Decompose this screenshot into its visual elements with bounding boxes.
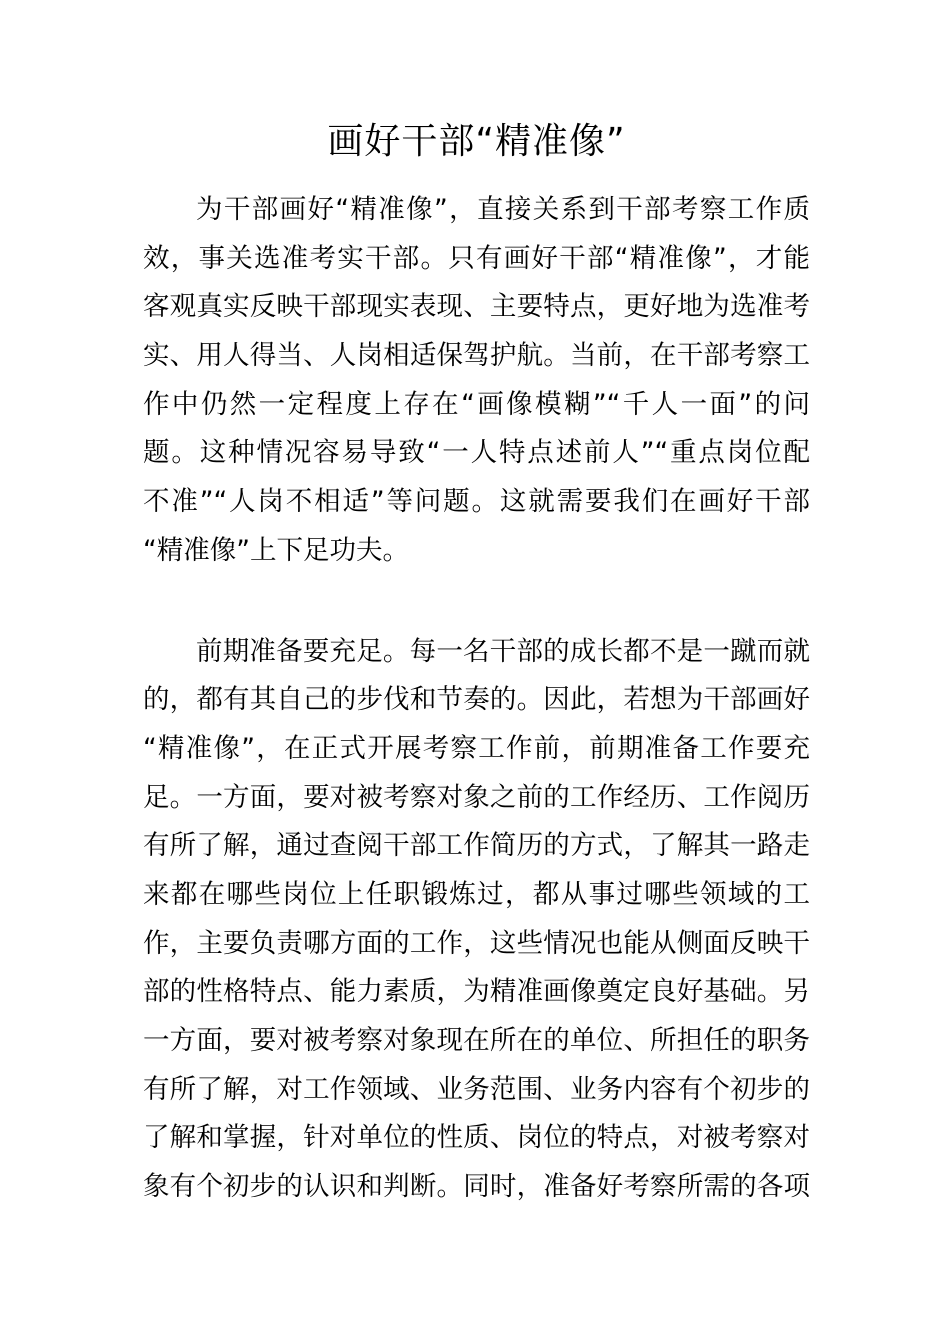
- text-line: “精准像”上下足功夫。: [143, 534, 409, 566]
- text-line: 作，主要负责哪方面的工作，这些情况也能从侧面反映干: [143, 927, 810, 959]
- text-line: 前期准备要充足。每一名干部的成长都不是一蹴而就: [196, 635, 810, 667]
- text-line: 象有个初步的认识和判断。同时，准备好考察所需的各项: [143, 1171, 810, 1203]
- text-line: 部的性格特点、能力素质，为精准画像奠定良好基础。另: [143, 976, 810, 1008]
- text-line: “精准像”，在正式开展考察工作前，前期准备工作要充: [143, 732, 810, 764]
- document-title: 画好干部“精准像”: [327, 121, 626, 162]
- text-line: 题。这种情况容易导致“一人特点述前人”“重点岗位配: [143, 437, 810, 469]
- text-line: 足。一方面，要对被考察对象之前的工作经历、工作阅历: [143, 781, 810, 813]
- text-line: 实、用人得当、人岗相适保驾护航。当前，在干部考察工: [143, 340, 810, 372]
- paragraph-1: [143, 186, 810, 576]
- text-line: 一方面，要对被考察对象现在所在的单位、所担任的职务: [143, 1025, 810, 1056]
- text-line: 客观真实反映干部现实表现、主要特点，更好地为选准考: [143, 291, 810, 323]
- paragraph-2: [143, 628, 810, 1212]
- text-line: 不准”“人岗不相适”等问题。这就需要我们在画好干部: [143, 486, 810, 518]
- text-line: 来都在哪些岗位上任职锻炼过，都从事过哪些领域的工: [143, 878, 810, 910]
- text-line: 效，事关选准考实干部。只有画好干部“精准像”，才能: [143, 242, 810, 274]
- text-line: 有所了解，通过查阅干部工作简历的方式，了解其一路走: [143, 830, 810, 862]
- text-line: 的，都有其自己的步伐和节奏的。因此，若想为干部画好: [143, 684, 810, 716]
- text-line: 为干部画好“精准像”，直接关系到干部考察工作质: [196, 194, 810, 225]
- text-line: 有所了解，对工作领域、业务范围、业务内容有个初步的: [143, 1073, 810, 1105]
- text-line: 作中仍然一定程度上存在“画像模糊”“千人一面”的问: [143, 388, 810, 420]
- text-line: 了解和掌握，针对单位的性质、岗位的特点，对被考察对: [143, 1122, 810, 1154]
